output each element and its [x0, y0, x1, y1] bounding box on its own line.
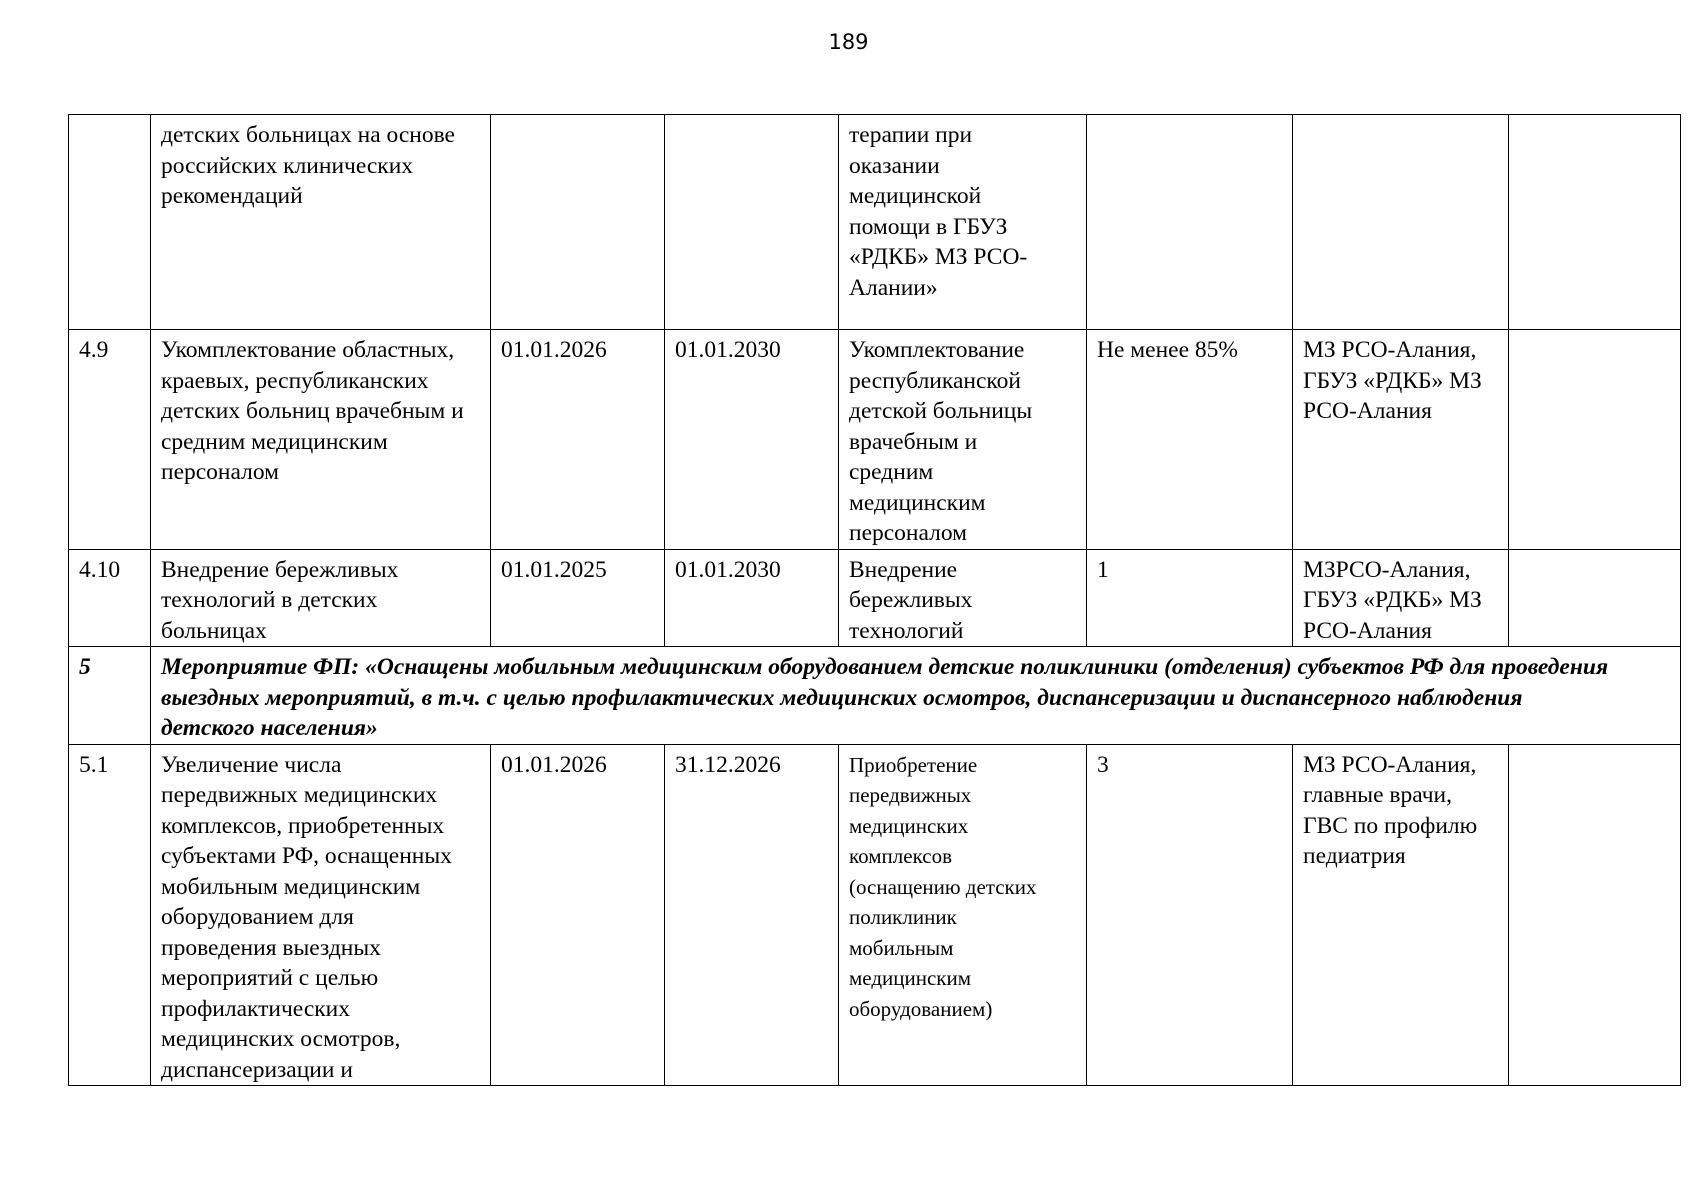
end-date-cell: 01.01.2030	[665, 330, 839, 550]
indicator-value-cell: 3	[1087, 744, 1293, 1086]
result-cell: Внедрение бережливых технологий	[839, 549, 1087, 647]
end-date-cell: 01.01.2030	[665, 549, 839, 647]
indicator-value-cell	[1087, 115, 1293, 330]
indicator-value-cell: Не менее 85%	[1087, 330, 1293, 550]
row-number-cell: 4.10	[69, 549, 151, 647]
table-row	[69, 744, 1681, 1086]
row-number-cell: 4.9	[69, 330, 151, 550]
measure-name-cell: детских больницах на основе российских клинических рекомендаций	[151, 115, 491, 330]
start-date-cell: 01.01.2026	[491, 744, 665, 1086]
table-row	[69, 115, 1681, 330]
plan-table	[68, 114, 1681, 1086]
section-title-cell: Мероприятие ФП: «Оснащены мобильным медицинским оборудованием детские поликлиники (отделения) субъектов РФ для проведения выездных мероприятий, в т.ч. с целью профилактических медицинских осмотров, диспансеризации и диспансерного наблюдения детского населения»	[151, 647, 1681, 745]
section-number-cell: 5	[69, 647, 151, 745]
start-date-cell	[491, 115, 665, 330]
table-row	[69, 330, 1681, 550]
start-date-cell: 01.01.2025	[491, 549, 665, 647]
measure-name-cell: Внедрение бережливых технологий в детских больницах	[151, 549, 491, 647]
table-row	[69, 549, 1681, 647]
responsible-cell: МЗ РСО-Алания, главные врачи, ГВС по профилю педиатрия	[1293, 744, 1509, 1086]
result-cell: Приобретение передвижных медицинских комплексов (оснащению детских поликлиник мобильным медицинским оборудованием)	[839, 744, 1087, 1086]
measure-name-cell: Укомплектование областных, краевых, республиканских детских больниц врачебным и средним медицинским персоналом	[151, 330, 491, 550]
section-row	[69, 647, 1681, 745]
page-number: 189	[828, 30, 869, 54]
indicator-value-cell: 1	[1087, 549, 1293, 647]
measure-name-cell: Увеличение числа передвижных медицинских комплексов, приобретенных субъектами РФ, оснащенных мобильным медицинским оборудованием для проведения выездных мероприятий с целью профилактических медицинских осмотров, диспансеризации и	[151, 744, 491, 1086]
end-date-cell: 31.12.2026	[665, 744, 839, 1086]
row-number-cell: 5.1	[69, 744, 151, 1086]
responsible-cell: МЗ РСО-Алания, ГБУЗ «РДКБ» МЗ РСО-Алания	[1293, 330, 1509, 550]
row-number-cell	[69, 115, 151, 330]
responsible-cell: МЗРСО-Алания, ГБУЗ «РДКБ» МЗ РСО-Алания	[1293, 549, 1509, 647]
responsible-cell	[1293, 115, 1509, 330]
start-date-cell: 01.01.2026	[491, 330, 665, 550]
result-cell: терапии при оказании медицинской помощи в ГБУЗ «РДКБ» МЗ РСО- Алании»	[839, 115, 1087, 330]
extra-cell	[1509, 115, 1681, 330]
extra-cell	[1509, 330, 1681, 550]
result-cell: Укомплектование республиканской детской больницы врачебным и средним медицинским персоналом	[839, 330, 1087, 550]
extra-cell	[1509, 549, 1681, 647]
end-date-cell	[665, 115, 839, 330]
extra-cell	[1509, 744, 1681, 1086]
